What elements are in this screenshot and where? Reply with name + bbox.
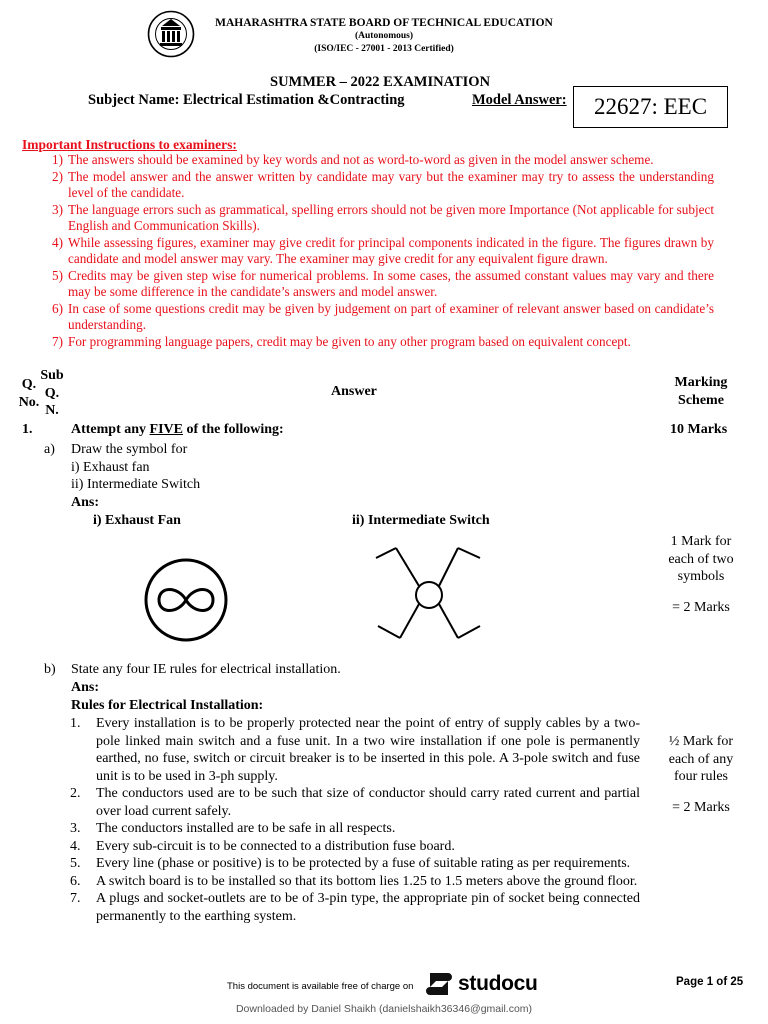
subq-a-line1: Draw the symbol for [71,442,188,457]
rule-num: 2. [70,786,81,801]
subq-a-text [71,441,200,511]
instruction-item [22,169,714,202]
subject-code-box [573,86,728,128]
studocu-logo[interactable] [424,967,538,1001]
rule-num: 5. [70,856,81,871]
subq-b-question: State any four IE rules for electrical installation. [71,662,341,677]
page-mid: of [713,976,731,988]
heading-post: of the following: [183,422,284,437]
subq-b-mark-line3: four rules [673,769,729,784]
model-answer-label: Model Answer: [472,92,567,108]
rule-num: 3. [70,821,81,836]
subq-a-mark-line3: symbols [677,569,725,584]
instruction-num: 3) [52,201,63,217]
subq-a-mark-line4: = 2 Marks [672,599,730,615]
board-name: MAHARASHTRA STATE BOARD OF TECHNICAL EDUCATION [215,17,553,29]
instruction-num: 4) [52,234,63,250]
rules-title: Rules for Electrical Installation: [71,698,264,713]
subq-b-mark-line2: each of any [668,751,734,767]
rule-item [70,820,640,838]
exhaust-fan-symbol [141,555,231,645]
instruction-num: 5) [52,267,63,283]
autonomous-label: (Autonomous) [354,31,414,41]
instruction-text: The answers should be examined by key words and not as word-to-word as given in the model answer scheme. [68,152,654,167]
rule-text: Every line (phase or positive) is to be protected by a fuse of suitable rating as per requirements. [96,856,631,871]
col-qno-line1: Q. [21,377,37,392]
instruction-item [22,301,714,334]
subq-a-ans: Ans: [71,494,100,510]
instruction-text: While assessing figures, examiner may give credit for principal components indicated in the figure. The figures drawn by candidate and model answer may vary. The examiner may give credit for any equivalent figure drawn. [68,234,714,266]
subq-a-marks [654,533,748,616]
subq-b-label: b) [44,662,56,677]
subject-code: 22627: EEC [593,94,708,119]
rule-num: 4. [70,838,81,854]
instruction-text: For programming language papers, credit may be given to any other program based on equivalent concept. [68,333,631,349]
rule-text: The conductors used are to be such that size of conductor should carry rated current and partial over load current safely. [96,786,640,819]
col-marking-scheme [660,374,742,409]
rule-num: 7. [70,891,81,906]
rule-num: 1. [70,716,81,731]
rule-item [70,855,640,873]
col-marking-line2: Scheme [678,392,724,408]
page-prefix: Page [676,976,707,988]
instruction-text: The language errors such as grammatical, spelling errors should not be given more Importance (Not applicable for subject English and Communication Skills). [68,201,714,233]
col-subqno-line3: N. [45,403,59,418]
instruction-num: 6) [52,300,63,316]
rule-text: Every sub-circuit is to be connected to a distribution fuse board. [96,838,455,854]
col-answer: Answer [331,384,377,399]
rule-text: A plugs and socket-outlets are to be of 3-pin type, the appropriate pin of socket being connected permanently to the earthing system. [96,891,640,924]
symbol-2-label: ii) Intermediate Switch [352,513,490,528]
exam-title: SUMMER – 2022 EXAMINATION [270,74,491,90]
instruction-item [22,235,714,268]
rule-num: 6. [70,873,81,889]
instructions-title: Important Instructions to examiners: [22,137,237,152]
subq-a-mark-line1: 1 Mark for [670,534,732,549]
col-subqno [38,367,66,420]
rule-text: The conductors installed are to be safe in all respects. [96,821,396,836]
symbol-1-label: i) Exhaust Fan [93,513,181,528]
footer-free-text: This document is available free of charge on [227,981,414,992]
instruction-text: In case of some questions credit may be given by judgement on part of examiner of relevant answer based on candidate’s understanding. [68,300,714,332]
rule-item [70,838,640,856]
rule-text: Every installation is to be properly protected near the point of entry of supply cables by a two-pole linked main switch and a fuse unit. In a two wire installation if one pole is permanently earthed, no fuse, switch or circuit breaker is to be inserted in this pole. A 3-pole switch and fuse unit is to be used in 3-ph supply. [96,716,640,784]
instruction-num: 2) [52,168,63,184]
col-subqno-line1: Sub [40,368,64,383]
studocu-icon [424,969,454,999]
rule-item [70,785,640,820]
rules-list [70,715,640,925]
intermediate-switch-symbol [370,540,488,646]
rule-item [70,890,640,925]
page-current: 1 [706,976,714,988]
instruction-item [22,202,714,235]
heading-five: FIVE [149,422,183,437]
col-marking-line1: Marking [674,375,728,390]
page-number [676,976,743,988]
heading-pre: Attempt any [71,422,150,437]
instruction-num: 1) [52,152,63,167]
question-heading [71,422,284,438]
page-total: 25 [730,976,744,988]
subq-b-marks [654,733,748,816]
iso-certified-label: (ISO/IEC - 27001 - 2013 Certified) [314,44,454,54]
question-number: 1. [22,422,33,437]
subject-name: Subject Name: Electrical Estimation &Contracting [88,92,405,108]
subq-b-ans: Ans: [71,680,100,695]
downloaded-by: Downloaded by Daniel Shaikh (danielshaikh36346@gmail.com) [235,1003,533,1015]
subq-a-line3: ii) Intermediate Switch [71,477,201,492]
subq-a-label: a) [44,442,55,457]
instruction-item [22,152,714,169]
subq-a-mark-line2: each of two [668,551,734,567]
subq-b-mark-line4: = 2 Marks [672,799,730,815]
instruction-text: Credits may be given step wise for numerical problems. In some cases, the assumed constant values may vary and there may be some difference in the candidate’s answers and model answer. [68,267,714,299]
rule-item [70,715,640,785]
studocu-wordmark: studocu [458,972,538,995]
rule-item [70,873,640,891]
rule-text: A switch board is to be installed so that its bottom lies 1.25 to 1.5 meters above the ground floor. [96,873,638,889]
subq-a-line2: i) Exhaust fan [71,459,150,475]
col-qno [18,376,40,411]
question-marks: 10 Marks [670,422,728,437]
subq-b-mark-line1: ½ Mark for [668,734,734,749]
col-subqno-line2: Q. [44,385,60,401]
instructions-list [22,152,714,350]
instruction-num: 7) [52,333,63,349]
instruction-text: The model answer and the answer written by candidate may vary but the examiner may try to assess the understanding level of the candidate. [68,168,714,200]
instruction-item [22,334,714,351]
instruction-item [22,268,714,301]
col-qno-line2: No. [18,394,40,410]
